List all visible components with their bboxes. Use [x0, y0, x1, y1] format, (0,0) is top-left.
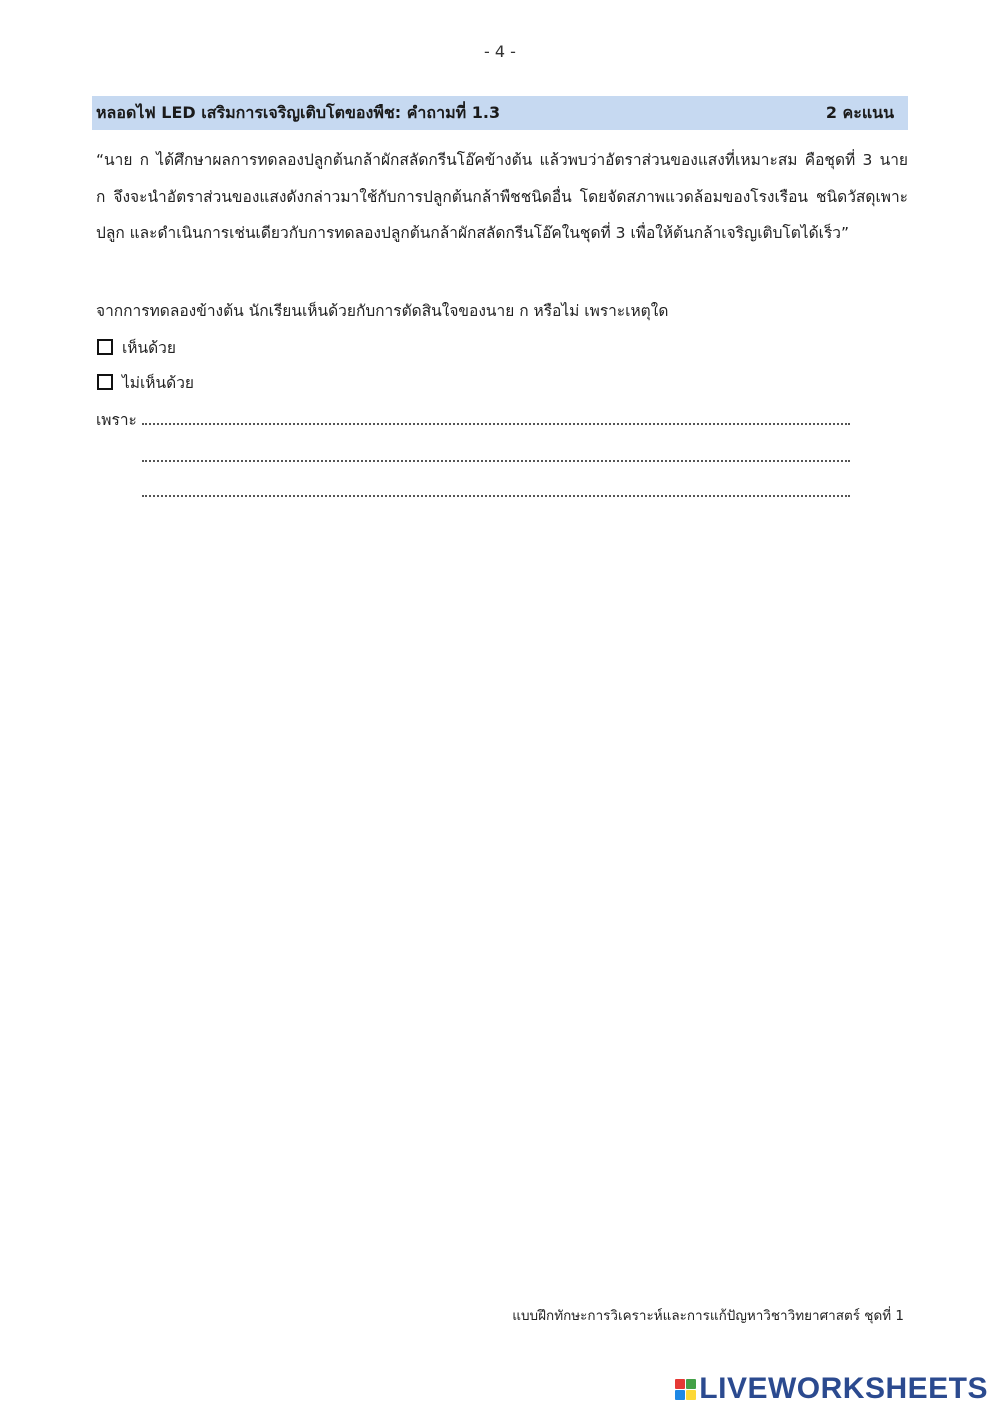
question-score: 2 คะแนน — [825, 102, 894, 122]
scenario-quote: “นาย ก ได้ศึกษาผลการทดลองปลูกต้นกล้าผักสลัดกรีนโอ๊คข้างต้น แล้วพบว่าอัตราส่วนของแสงที่เหมาะสม คือชุดที่ 3 นาย ก จึงจะนำอัตราส่วนของแสงดังกล่าวมาใช้กับการปลูกต้นกล้าพืชชนิดอื่น โดยจัดสภาพแวดล้อมของโรงเรือน ชนิดวัสดุเพาะปลูก และดำเนินการเช่นเดียวกับการทดลองปลูกต้นกล้าผักสลัดกรีนโอ๊คในชุดที่ 3 เพื่อให้ต้นกล้าเจริญเติบโตได้เร็ว” — [96, 151, 908, 242]
logo-square-i — [686, 1379, 696, 1389]
question-header — [92, 96, 908, 130]
liveworksheets-logo-icon — [675, 1379, 696, 1400]
answer-line-1[interactable] — [142, 423, 850, 425]
question-title: หลอดไฟ LED เสริมการเจริญเติบโตของพืช: คำถามที่ 1.3 — [96, 102, 501, 122]
answer-line-2[interactable] — [142, 460, 850, 462]
logo-square-l — [675, 1379, 685, 1389]
agree-checkbox[interactable] — [97, 339, 113, 355]
page-number: - 4 - — [484, 42, 516, 61]
question-prompt: จากการทดลองข้างต้น นักเรียนเห็นด้วยกับการตัดสินใจของนาย ก หรือไม่ เพราะเหตุใด — [96, 302, 669, 320]
because-label: เพราะ — [96, 411, 137, 429]
logo-square-v — [675, 1390, 685, 1400]
brand-name: LIVEWORKSHEETS — [699, 1372, 988, 1405]
answer-line-3[interactable] — [142, 495, 850, 497]
footer-text: แบบฝึกทักษะการวิเคราะห์และการแก้ปัญหาวิชาวิทยาศาสตร์ ชุดที่ 1 — [512, 1308, 904, 1324]
logo-square-e — [686, 1390, 696, 1400]
option-disagree[interactable] — [97, 367, 194, 397]
liveworksheets-logo — [675, 1374, 988, 1404]
option-agree[interactable] — [97, 332, 176, 362]
option-disagree-label: ไม่เห็นด้วย — [122, 373, 194, 392]
disagree-checkbox[interactable] — [97, 374, 113, 390]
option-agree-label: เห็นด้วย — [122, 338, 176, 357]
